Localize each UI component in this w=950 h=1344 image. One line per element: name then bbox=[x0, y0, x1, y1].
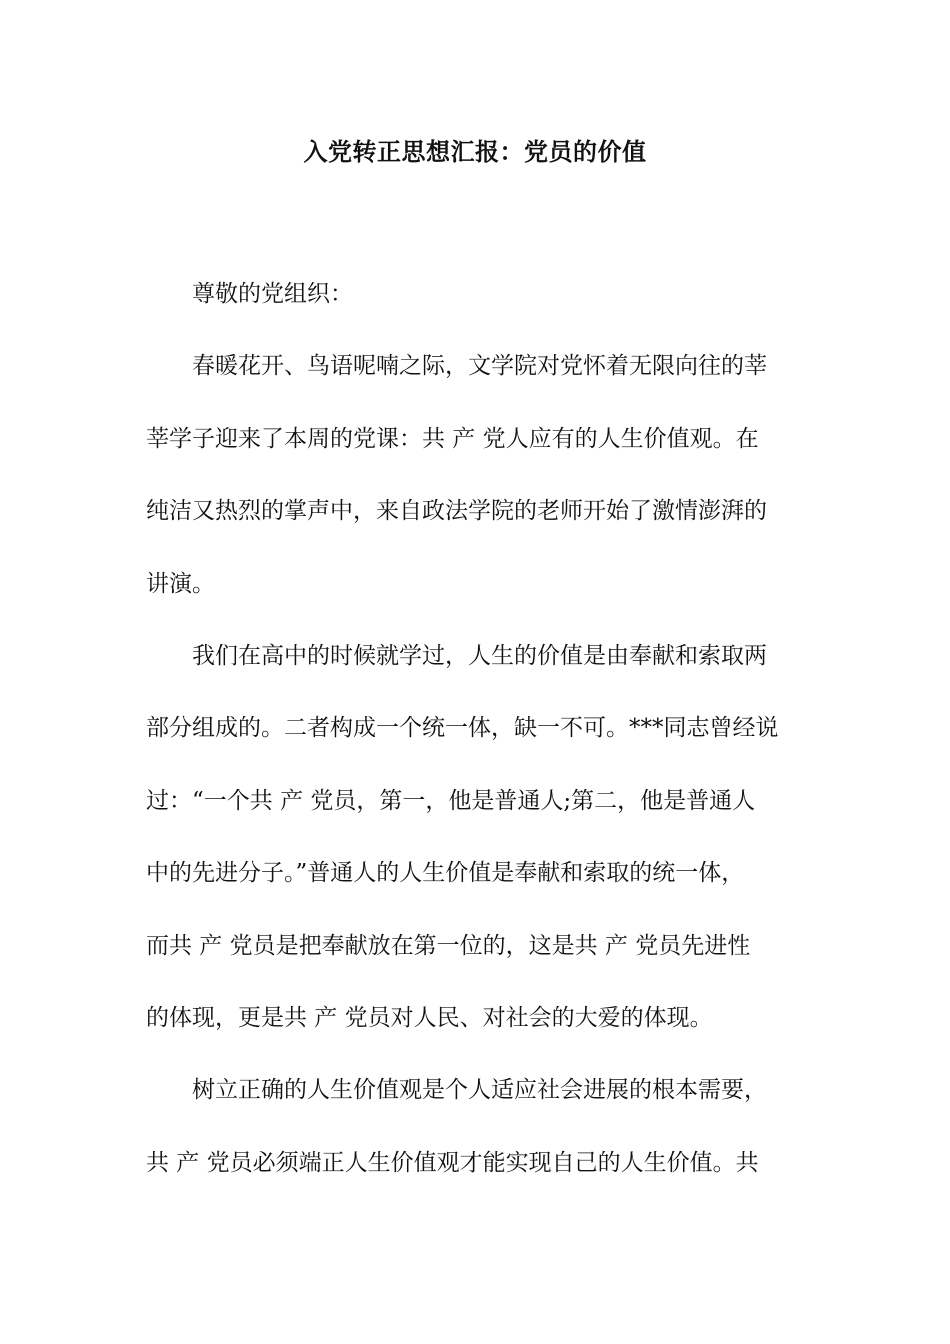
paragraph-line: 讲演。 bbox=[146, 570, 215, 597]
paragraph-line: 的体现，更是共 产 党员对人民、对社会的大爱的体现。 bbox=[146, 1004, 713, 1031]
paragraph-line: 中的先进分子。”普通人的人生价值是奉献和索取的统一体， bbox=[146, 860, 745, 887]
document-body bbox=[146, 258, 806, 1199]
paragraph-line: 共 产 党员必须端正人生价值观才能实现自己的人生价值。共 bbox=[146, 1149, 759, 1176]
paragraph-line: 部分组成的。二者构成一个统一体，缺一不可。***同志曾经说 bbox=[146, 715, 779, 742]
paragraph-line: 春暖花开、鸟语呢喃之际，文学院对党怀着无限向往的莘 bbox=[146, 353, 767, 380]
paragraph-line: 我们在高中的时候就学过，人生的价值是由奉献和索取两 bbox=[146, 642, 767, 669]
paragraph-line: 过：“一个共 产 党员，第一，他是普通人;第二，他是普通人 bbox=[146, 787, 756, 814]
paragraph-line: 莘学子迎来了本周的党课：共 产 党人应有的人生价值观。在 bbox=[146, 425, 759, 452]
paragraph-line: 纯洁又热烈的掌声中，来自政法学院的老师开始了激情澎湃的 bbox=[146, 498, 767, 525]
paragraph-line: 树立正确的人生价值观是个人适应社会进展的根本需要， bbox=[146, 1077, 767, 1104]
paragraph-line: 而共 产 党员是把奉献放在第一位的，这是共 产 党员先进性 bbox=[146, 932, 751, 959]
document-title: 入党转正思想汇报：党员的价值 bbox=[303, 137, 647, 166]
salutation-line: 尊敬的党组织： bbox=[146, 281, 353, 307]
